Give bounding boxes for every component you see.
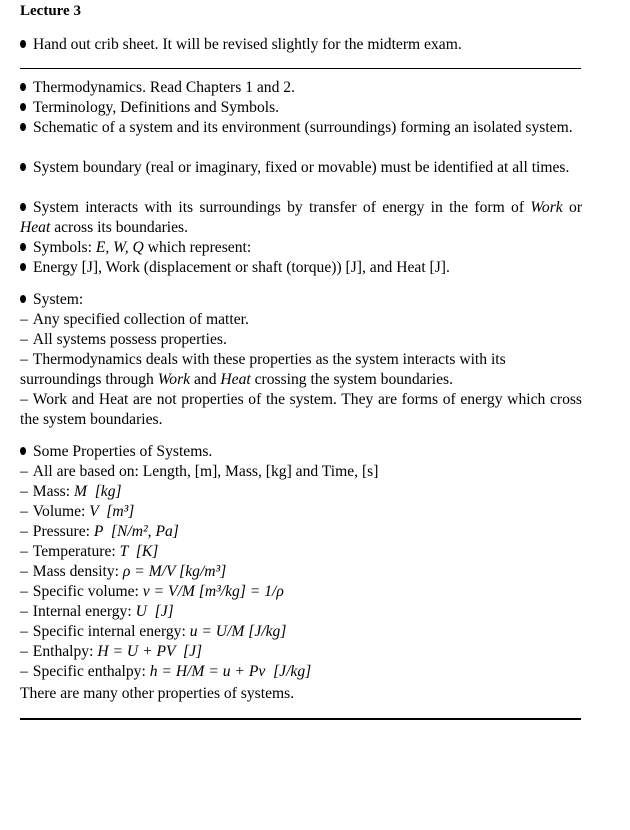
property-label: Enthalpy: (32, 643, 98, 660)
dash-icon: – (20, 391, 28, 408)
dash-icon: – (20, 503, 28, 520)
heading-text: Some Properties of Systems. (33, 443, 213, 460)
item-text: crossing the system boundaries. (250, 371, 453, 388)
property-row (20, 622, 582, 642)
item-text: Work and Heat are not properties of the system. They are forms of energy which cross the system boundaries. (20, 391, 582, 428)
property-label: Pressure: (32, 523, 94, 540)
property-expression: P [N/m², Pa] (93, 523, 179, 540)
list-item (20, 238, 582, 258)
page-title: Lecture 3 (20, 3, 81, 19)
item-text: System boundary (real or imaginary, fixed or movable) must be identified at all times. (33, 159, 570, 176)
item-text: and (190, 371, 221, 388)
bullet-icon (20, 295, 26, 303)
list-item (20, 78, 582, 98)
bullet-icon (20, 123, 26, 131)
property-row (20, 662, 582, 682)
heading-text: System: (33, 291, 84, 308)
dash-icon: – (20, 523, 28, 540)
property-expression: v = V/M [m³/kg] = 1/ρ (142, 583, 284, 600)
property-row (20, 542, 582, 562)
property-label: Volume: (32, 503, 90, 520)
bullet-icon (20, 163, 26, 171)
bullet-icon (20, 103, 26, 111)
dash-icon: – (20, 643, 28, 660)
property-row (20, 642, 582, 662)
item-text: surroundings through (20, 371, 158, 388)
property-expression: H = U + PV [J] (97, 643, 203, 660)
property-label: Specific volume: (32, 583, 143, 600)
dash-icon: – (20, 623, 28, 640)
item-text: across its boundaries. (50, 219, 189, 236)
bullet-icon (20, 203, 26, 211)
bullet-icon (20, 447, 26, 455)
property-label: Temperature: (32, 543, 120, 560)
dash-icon: – (20, 483, 28, 500)
property-label: Mass density: (32, 563, 123, 580)
list-item (20, 118, 582, 138)
divider (20, 718, 581, 720)
property-row (20, 502, 582, 522)
list-item (20, 462, 582, 482)
work-term: Work (157, 371, 191, 388)
dash-icon: – (20, 663, 28, 680)
section-heading (20, 442, 582, 462)
dash-icon: – (20, 583, 28, 600)
work-term: Work (530, 199, 563, 216)
property-expression: T [K] (119, 543, 159, 560)
divider (20, 68, 581, 69)
list-item (20, 258, 582, 278)
item-text: Energy [J], Work (displacement or shaft (torque)) [J], and Heat [J]. (33, 259, 450, 276)
item-text: which represent: (143, 239, 252, 256)
list-item (20, 330, 582, 350)
heat-term: Heat (20, 219, 51, 236)
property-expression: h = H/M = u + Pv [J/kg] (149, 663, 312, 680)
dash-icon: – (20, 603, 28, 620)
property-label: Mass: (32, 483, 74, 500)
property-row (20, 562, 582, 582)
bullet-icon (20, 243, 26, 251)
bullet-icon (20, 40, 26, 48)
item-text: All systems possess properties. (32, 331, 227, 348)
intro-text: Hand out crib sheet. It will be revised slightly for the midterm exam. (33, 36, 462, 53)
dash-icon: – (20, 351, 28, 368)
item-text: or (562, 199, 583, 216)
item-text: All are based on: Length, [m], Mass, [kg] and Time, [s] (32, 463, 379, 480)
closing-text: There are many other properties of systems. (20, 685, 295, 702)
item-text: Schematic of a system and its environment (surroundings) forming an isolated system. (33, 119, 573, 136)
list-item (20, 350, 582, 370)
bullet-icon (20, 83, 26, 91)
item-text: Symbols: (33, 239, 96, 256)
property-label: Internal energy: (32, 603, 136, 620)
item-text: System interacts with its surroundings by transfer of energy in the form of (33, 199, 525, 216)
dash-icon: – (20, 563, 28, 580)
intro-item (20, 35, 582, 55)
property-expression: ρ = M/V [kg/m³] (122, 563, 227, 580)
list-item (20, 310, 582, 330)
list-item-cont (20, 370, 582, 390)
property-expression: u = U/M [J/kg] (189, 623, 287, 640)
property-row (20, 482, 582, 502)
bullet-icon (20, 263, 26, 271)
section-heading (20, 290, 582, 310)
heat-term: Heat (220, 371, 251, 388)
item-text: Thermodynamics deals with these properties as the system interacts with its (32, 351, 506, 368)
item-text: Any specified collection of matter. (32, 311, 249, 328)
property-label: Specific internal energy: (32, 623, 190, 640)
list-item (20, 390, 582, 430)
property-expression: V [m³] (89, 503, 135, 520)
dash-icon: – (20, 311, 28, 328)
dash-icon: – (20, 543, 28, 560)
list-item (20, 198, 582, 238)
property-row (20, 522, 582, 542)
property-expression: M [kg] (73, 483, 122, 500)
dash-icon: – (20, 331, 28, 348)
math-symbols: E, W, Q (95, 239, 144, 256)
dash-icon: – (20, 463, 28, 480)
list-item (20, 158, 582, 178)
item-text: Terminology, Definitions and Symbols. (33, 99, 280, 116)
property-row (20, 602, 582, 622)
property-expression: U [J] (135, 603, 174, 620)
property-label: Specific enthalpy: (32, 663, 150, 680)
list-item (20, 98, 582, 118)
property-row (20, 582, 582, 602)
item-text: Thermodynamics. Read Chapters 1 and 2. (33, 79, 295, 96)
